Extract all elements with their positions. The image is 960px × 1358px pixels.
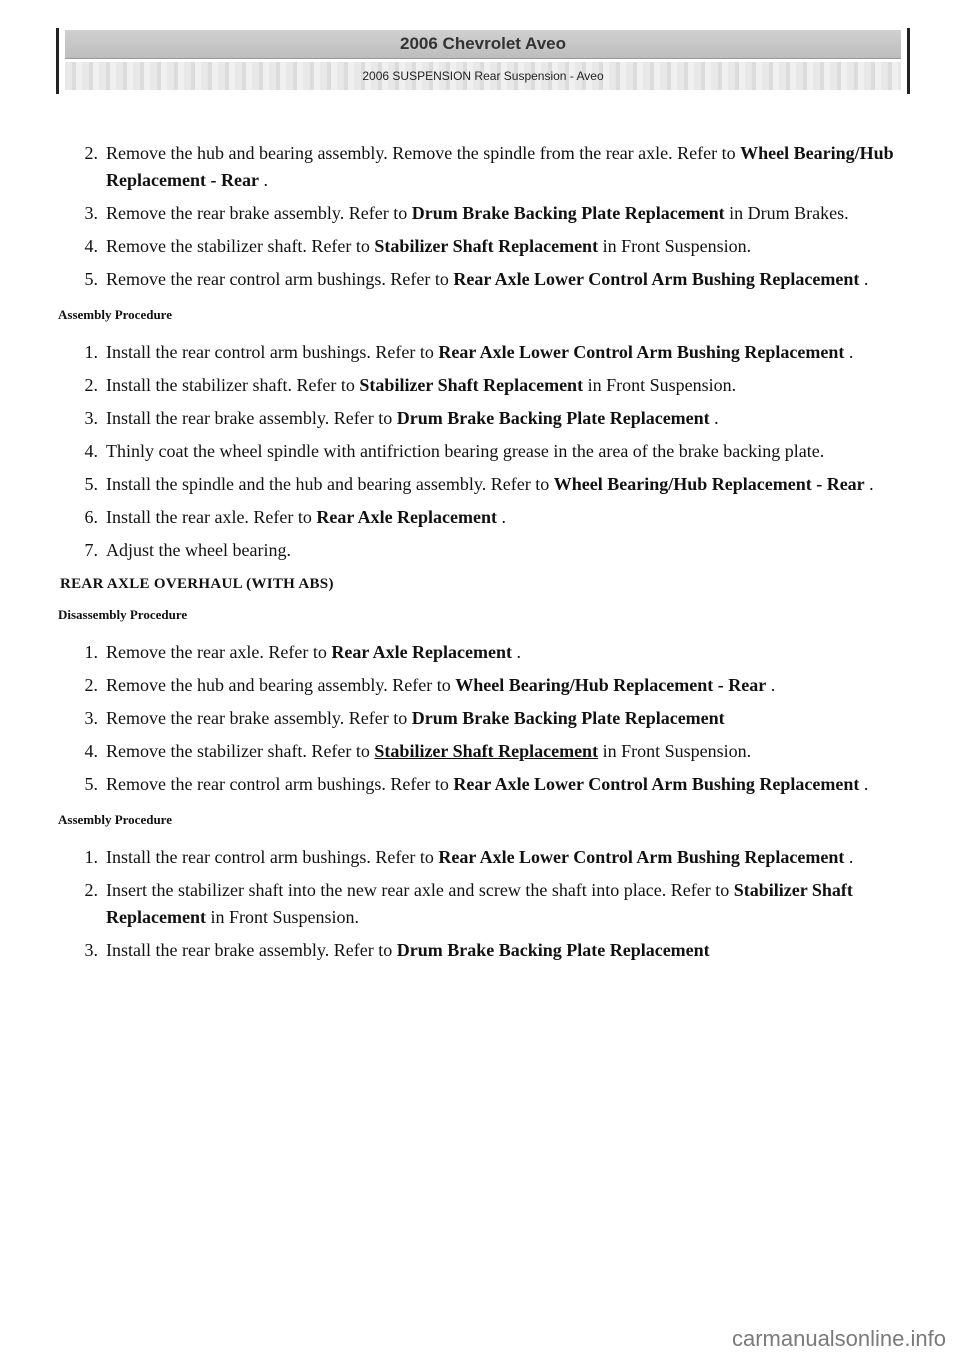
step-text: Remove the rear control arm bushings. Refer to <box>106 774 454 794</box>
step-text-suffix: in Front Suspension. <box>598 236 752 256</box>
reference-link[interactable]: Rear Axle Lower Control Arm Bushing Replacement <box>453 774 860 794</box>
step-text: Install the rear axle. Refer to <box>106 507 317 527</box>
step-item <box>0 339 960 366</box>
step-item <box>0 471 960 498</box>
step-text: Install the stabilizer shaft. Refer to <box>106 375 360 395</box>
step-number: 3. <box>84 940 98 960</box>
step-text: Remove the hub and bearing assembly. Refer to <box>106 675 456 695</box>
step-text-suffix: . <box>864 474 874 494</box>
disassembly-heading: Disassembly Procedure <box>58 607 188 622</box>
page-content <box>0 140 960 970</box>
step-number: 5. <box>84 474 98 494</box>
reference-link[interactable]: Wheel Bearing/Hub Replacement - Rear <box>455 675 767 695</box>
step-text: Remove the rear brake assembly. Refer to <box>106 708 412 728</box>
step-number: 4. <box>84 441 98 461</box>
step-number: 7. <box>84 540 98 560</box>
step-item <box>0 738 960 765</box>
watermark-footer: carmanualsonline.info <box>731 1326 946 1351</box>
reference-link[interactable]: Drum Brake Backing Plate Replacement <box>411 708 725 728</box>
step-item <box>0 200 960 227</box>
step-item <box>0 405 960 432</box>
step-list <box>0 844 960 964</box>
step-list <box>0 339 960 564</box>
step-text-suffix: . <box>497 507 507 527</box>
step-text: Remove the rear axle. Refer to <box>106 642 332 662</box>
step-text: Remove the stabilizer shaft. Refer to <box>106 741 375 761</box>
step-text: Remove the rear brake assembly. Refer to <box>106 203 412 223</box>
step-text-suffix: . <box>844 342 854 362</box>
step-number: 3. <box>84 408 98 428</box>
step-number: 2. <box>84 375 98 395</box>
step-text: Install the rear control arm bushings. Refer to <box>106 342 439 362</box>
step-text-suffix: . <box>709 408 719 428</box>
reference-link[interactable]: Rear Axle Lower Control Arm Bushing Replacement <box>453 269 860 289</box>
step-number: 5. <box>84 774 98 794</box>
reference-link[interactable]: Wheel Bearing/Hub Replacement - Rear <box>553 474 865 494</box>
step-number: 2. <box>84 675 98 695</box>
step-item <box>0 372 960 399</box>
reference-link[interactable]: Drum Brake Backing Plate Replacement <box>411 203 725 223</box>
step-text: Install the rear control arm bushings. Refer to <box>106 847 439 867</box>
step-text-suffix: . <box>766 675 776 695</box>
step-text: Install the rear brake assembly. Refer to <box>106 940 397 960</box>
reference-link[interactable]: Stabilizer Shaft Replacement <box>359 375 584 395</box>
step-number: 1. <box>84 847 98 867</box>
step-text-suffix: . <box>844 847 854 867</box>
step-item <box>0 504 960 531</box>
reference-link[interactable]: Rear Axle Replacement <box>316 507 498 527</box>
step-text: Adjust the wheel bearing. <box>106 540 291 560</box>
step-number: 1. <box>84 342 98 362</box>
step-number: 1. <box>84 642 98 662</box>
assembly-heading: Assembly Procedure <box>58 307 172 322</box>
step-number: 3. <box>84 203 98 223</box>
document-subtitle: 2006 SUSPENSION Rear Suspension - Aveo <box>65 62 901 90</box>
assembly-heading: Assembly Procedure <box>58 812 172 827</box>
reference-link[interactable]: Rear Axle Lower Control Arm Bushing Replacement <box>438 847 845 867</box>
step-number: 5. <box>84 269 98 289</box>
step-text-suffix: . <box>859 774 869 794</box>
reference-link[interactable]: Wheel Bearing/Hub Replacement - Rear <box>106 143 894 190</box>
step-text-suffix: in Drum Brakes. <box>724 203 849 223</box>
step-item <box>0 771 960 798</box>
step-item <box>0 844 960 871</box>
step-item <box>0 233 960 260</box>
step-number: 2. <box>84 880 98 900</box>
step-item <box>0 140 960 194</box>
step-text: Remove the hub and bearing assembly. Remove the spindle from the rear axle. Refer to <box>106 143 741 163</box>
step-number: 4. <box>84 236 98 256</box>
step-text-suffix: in Front Suspension. <box>598 741 752 761</box>
step-item <box>0 438 960 465</box>
step-text-suffix: . <box>859 269 869 289</box>
step-list <box>0 140 960 293</box>
step-text: Install the spindle and the hub and bearing assembly. Refer to <box>106 474 554 494</box>
step-item <box>0 877 960 931</box>
step-text-suffix: in Front Suspension. <box>583 375 737 395</box>
step-item <box>0 672 960 699</box>
step-item <box>0 705 960 732</box>
reference-link[interactable]: Stabilizer Shaft Replacement <box>374 741 599 761</box>
step-text: Remove the rear control arm bushings. Refer to <box>106 269 454 289</box>
reference-link[interactable]: Stabilizer Shaft Replacement <box>374 236 599 256</box>
reference-link[interactable]: Drum Brake Backing Plate Replacement <box>396 408 710 428</box>
step-text: Insert the stabilizer shaft into the new rear axle and screw the shaft into place. Refer to <box>106 880 734 900</box>
step-item <box>0 937 960 964</box>
reference-link[interactable]: Rear Axle Replacement <box>331 642 513 662</box>
step-text-suffix: . <box>512 642 522 662</box>
step-text: Install the rear brake assembly. Refer to <box>106 408 397 428</box>
reference-link[interactable]: Stabilizer Shaft Replacement <box>106 880 853 927</box>
step-number: 2. <box>84 143 98 163</box>
step-text: Remove the stabilizer shaft. Refer to <box>106 236 375 256</box>
page-header <box>56 28 910 94</box>
step-number: 4. <box>84 741 98 761</box>
step-text-suffix: in Front Suspension. <box>205 907 359 927</box>
document-title: 2006 Chevrolet Aveo <box>65 30 901 59</box>
section-heading: REAR AXLE OVERHAUL (WITH ABS) <box>60 576 334 592</box>
step-number: 6. <box>84 507 98 527</box>
step-number: 3. <box>84 708 98 728</box>
step-text: Thinly coat the wheel spindle with antifriction bearing grease in the area of the brake backing plate. <box>106 441 825 461</box>
reference-link[interactable]: Rear Axle Lower Control Arm Bushing Replacement <box>438 342 845 362</box>
step-text-suffix: . <box>258 170 268 190</box>
step-item <box>0 639 960 666</box>
step-list <box>0 639 960 798</box>
step-item <box>0 266 960 293</box>
reference-link[interactable]: Drum Brake Backing Plate Replacement <box>396 940 710 960</box>
step-item <box>0 537 960 564</box>
